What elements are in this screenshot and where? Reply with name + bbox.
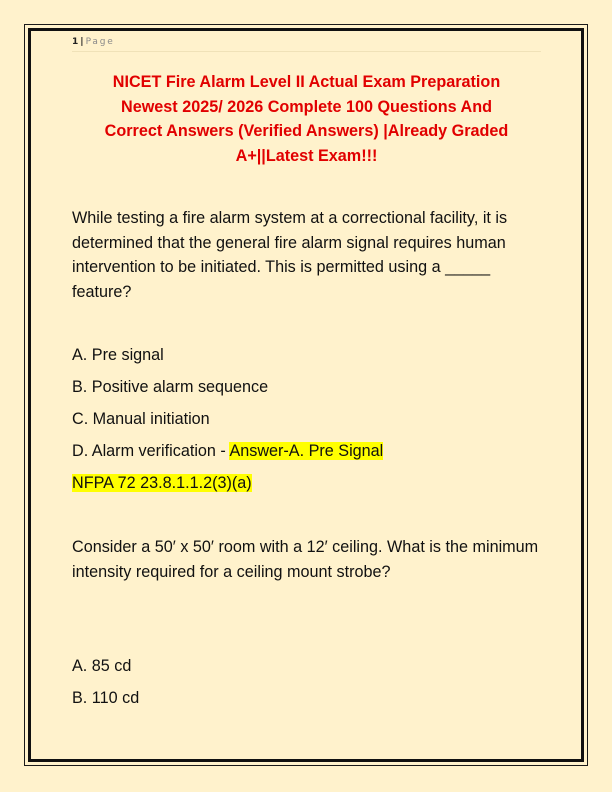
question-1-reference-row <box>72 473 252 493</box>
question-2-text: Consider a 50′ x 50′ room with a 12′ ceiling. What is the minimum intensity required for a ceiling mount strobe? <box>72 538 539 581</box>
question-1-reference: NFPA 72 23.8.1.1.2(3)(a) <box>72 474 252 492</box>
page-header <box>72 36 541 52</box>
question-1-text: While testing a fire alarm system at a correctional facility, it is determined that the general fire alarm signal requires human intervention to be initiated. This is permitted using a _____ feature? <box>72 209 508 301</box>
question-1-option-c: C. Manual initiation <box>72 410 210 428</box>
question-1-answer: Answer-A. Pre Signal <box>229 442 384 460</box>
question-1-option-b: B. Positive alarm sequence <box>72 378 269 396</box>
title-line: Newest 2025/ 2026 Complete 100 Questions And <box>121 97 492 116</box>
question-2-option-b: B. 110 cd <box>72 689 140 707</box>
title-line: A+||Latest Exam!!! <box>235 146 378 165</box>
document-title <box>72 70 541 168</box>
question-1-option-a: A. Pre signal <box>72 346 164 364</box>
question-1-option-d-row <box>72 441 383 461</box>
question-1-option-d: D. Alarm verification - <box>72 442 230 460</box>
title-line: NICET Fire Alarm Level II Actual Exam Preparation <box>112 73 501 91</box>
page-header-separator: | <box>80 37 84 47</box>
page-number: 1 <box>72 37 79 47</box>
question-2-option-a: A. 85 cd <box>72 657 132 675</box>
page-label: Page <box>85 37 115 47</box>
title-line: Correct Answers (Verified Answers) |Already Graded <box>104 122 509 140</box>
